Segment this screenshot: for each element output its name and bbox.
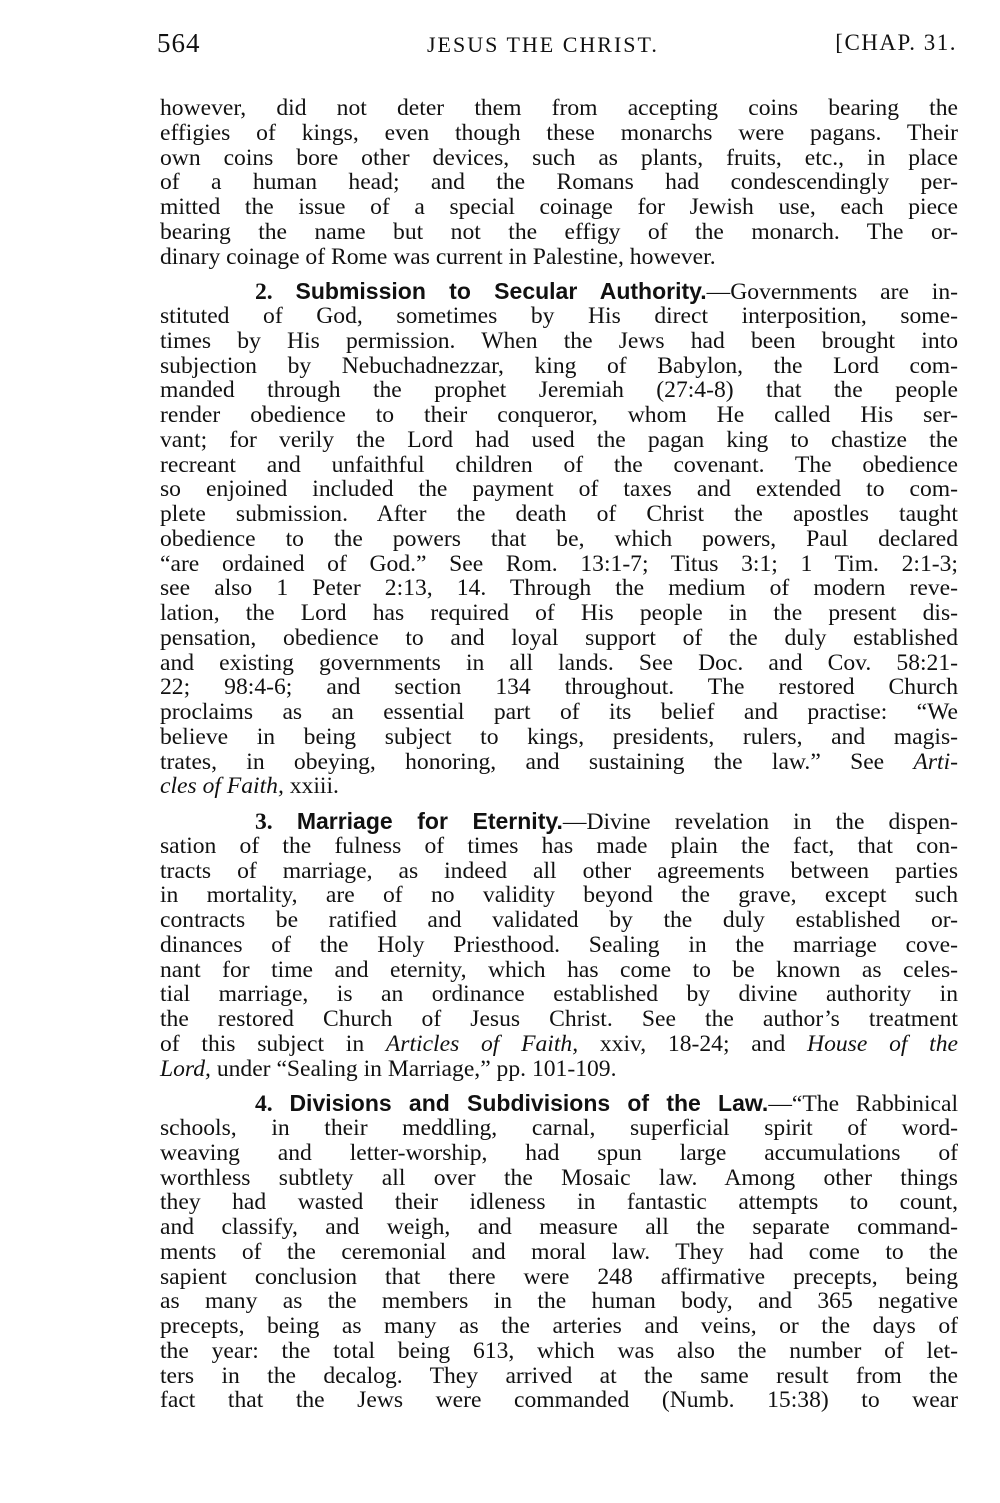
text-line: sapient conclusion that there were 248 affirmative precepts, being bbox=[160, 1263, 958, 1290]
text-fragment: trates, in obeying, honoring, and sustaining the law.” See bbox=[160, 748, 914, 775]
text-line: obedience to the powers that be, which powers, Paul declared bbox=[160, 525, 958, 552]
text-line: contracts be ratified and validated by the duly established or- bbox=[160, 907, 958, 933]
text-line: see also 1 Peter 2:13, 14. Through the medium of modern reve- bbox=[160, 575, 958, 602]
text-line bbox=[160, 1032, 958, 1057]
text-line: weaving and letter-worship, had spun large accumulations of bbox=[160, 1139, 958, 1166]
text-line: manded through the prophet Jeremiah (27:4-8) that the people bbox=[160, 377, 958, 404]
text-line: dinary coinage of Rome was current in Palestine, however. bbox=[160, 243, 716, 270]
book-reference: Arti- bbox=[913, 748, 958, 775]
text-line: dinances of the Holy Priesthood. Sealing in the marriage cove- bbox=[160, 931, 958, 958]
section-number: 3. bbox=[255, 809, 273, 835]
text-line: subjection by Nebuchadnezzar, king of Babylon, the Lord com- bbox=[160, 352, 958, 379]
page-body bbox=[160, 96, 958, 1413]
text-fragment: under “Sealing in Marriage,” pp. 101-109. bbox=[210, 1055, 617, 1082]
text-line: ters in the decalog. They arrived at the same result from the bbox=[160, 1362, 958, 1389]
text-fragment: of this subject in bbox=[160, 1030, 386, 1057]
running-title: JESUS THE CHRIST. bbox=[427, 32, 659, 57]
text-line: of a human head; and the Romans had condescendingly per- bbox=[160, 169, 958, 196]
text-line: times by His permission. When the Jews had been brought into bbox=[160, 327, 958, 354]
text-line: however, did not deter them from accepting coins bearing the bbox=[160, 95, 958, 121]
page-number: 564 bbox=[157, 28, 201, 58]
text-line: in mortality, are of no validity beyond the grave, except such bbox=[160, 882, 958, 909]
text-line: they had wasted their idleness in fantastic attempts to count, bbox=[160, 1189, 958, 1216]
section-number: 2. bbox=[255, 279, 273, 306]
text-line: lation, the Lord has required of His people in the present dis- bbox=[160, 600, 958, 626]
text-line: the restored Church of Jesus Christ. See the author’s treatment bbox=[160, 1006, 958, 1032]
text-line: tial marriage, is an ordinance established by divine authority in bbox=[160, 981, 958, 1008]
text-line: believe in being subject to kings, presidents, rulers, and magis- bbox=[160, 723, 958, 750]
section-heading: Submission to Secular Authority. bbox=[295, 278, 707, 305]
text-fragment: —Divine revelation in the dispen- bbox=[562, 809, 958, 835]
section-heading: Divisions and Subdivisions of the Law. bbox=[289, 1090, 769, 1117]
text-line bbox=[160, 750, 958, 775]
book-reference: cles of Faith, bbox=[160, 773, 284, 800]
text-line: render obedience to their conqueror, whom He called His ser- bbox=[160, 402, 958, 428]
paragraph-continuation bbox=[160, 96, 958, 269]
text-line: so enjoined included the payment of taxes and extended to com- bbox=[160, 476, 958, 503]
text-line: bearing the name but not the effigy of the monarch. The or- bbox=[160, 218, 958, 245]
text-line bbox=[160, 774, 958, 799]
text-line bbox=[160, 1057, 958, 1082]
text-fragment: xxiv, 18-24; and bbox=[578, 1030, 808, 1057]
section-heading-line bbox=[160, 809, 958, 834]
text-line: stituted of God, sometimes by His direct interposition, some- bbox=[160, 303, 958, 329]
text-line: 22; 98:4-6; and section 134 throughout. The restored Church bbox=[160, 674, 958, 701]
section-4-divisions bbox=[160, 1091, 958, 1413]
text-line: and classify, and weigh, and measure all the separate command- bbox=[160, 1214, 958, 1240]
text-line: plete submission. After the death of Christ the apostles taught bbox=[160, 501, 958, 527]
text-fragment: —“The Rabbinical bbox=[768, 1091, 958, 1118]
text-line: “are ordained of God.” See Rom. 13:1-7; Titus 3:1; 1 Tim. 2:1-3; bbox=[160, 550, 958, 577]
text-line: nant for time and eternity, which has come to be known as celes- bbox=[160, 956, 958, 983]
text-line: ments of the ceremonial and moral law. They had come to the bbox=[160, 1238, 958, 1265]
text-line: precepts, being as many as the arteries and veins, or the days of bbox=[160, 1313, 958, 1339]
section-2-submission bbox=[160, 279, 958, 799]
book-reference: Lord, bbox=[160, 1055, 211, 1082]
text-line: tracts of marriage, as indeed all other agreements between parties bbox=[160, 857, 958, 884]
text-line: schools, in their meddling, carnal, superficial spirit of word- bbox=[160, 1115, 958, 1141]
section-heading-line bbox=[160, 279, 958, 304]
text-line: vant; for verily the Lord had used the pagan king to chastize the bbox=[160, 426, 958, 453]
section-3-marriage bbox=[160, 809, 958, 1081]
text-line: proclaims as an essential part of its belief and practise: “We bbox=[160, 699, 958, 725]
text-line: as many as the members in the human body, and 365 negative bbox=[160, 1288, 958, 1315]
text-line: worthless subtlety all over the Mosaic law. Among other things bbox=[160, 1164, 958, 1191]
chapter-label: [CHAP. 31. bbox=[835, 30, 957, 55]
text-fragment: —Governments are in- bbox=[706, 279, 958, 306]
section-number: 4. bbox=[255, 1091, 273, 1118]
text-line: own coins bore other devices, such as plants, fruits, etc., in place bbox=[160, 144, 958, 171]
text-line: effigies of kings, even though these monarchs were pagans. Their bbox=[160, 119, 958, 146]
book-reference: Articles of Faith, bbox=[385, 1030, 579, 1057]
section-heading: Marriage for Eternity. bbox=[296, 808, 563, 834]
text-line: mitted the issue of a special coinage for Jewish use, each piece bbox=[160, 194, 958, 220]
text-line: sation of the fulness of times has made plain the fact, that con- bbox=[160, 832, 958, 859]
text-line: the year: the total being 613, which was also the number of let- bbox=[160, 1337, 958, 1364]
text-line: fact that the Jews were commanded (Numb. 15:38) to wear bbox=[160, 1387, 958, 1414]
section-heading-line bbox=[160, 1091, 958, 1116]
text-line: and existing governments in all lands. See Doc. and Cov. 58:21- bbox=[160, 649, 958, 676]
book-reference: House of the bbox=[807, 1030, 958, 1057]
text-line: pensation, obedience to and loyal support of the duly established bbox=[160, 624, 958, 651]
running-header bbox=[157, 28, 957, 64]
text-line: recreant and unfaithful children of the covenant. The obedience bbox=[160, 451, 958, 478]
text-fragment: xxiii. bbox=[283, 773, 339, 800]
